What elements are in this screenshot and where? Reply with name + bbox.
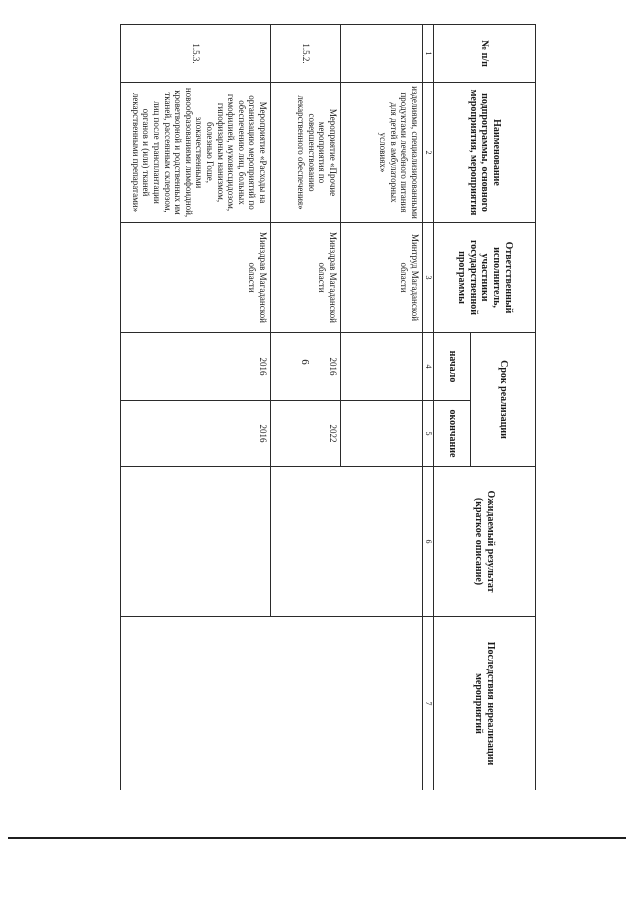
header-result: Ожидаемый результат (краткое описание) (434, 467, 536, 617)
page-number: 6 (298, 359, 311, 365)
table-row (341, 25, 423, 791)
header-end: окончание (434, 401, 471, 467)
row-num: 1.5.2. (271, 25, 341, 83)
table-container (92, 24, 536, 790)
row-end: 2022 (271, 401, 341, 467)
column-number: 3 (423, 223, 434, 333)
row-consequences (121, 617, 423, 791)
row-executor: Минздрав Магаданской области (121, 223, 271, 333)
row-num: 1.5.3. (121, 25, 271, 83)
program-measures-table (120, 24, 536, 790)
row-end: 2016 (121, 401, 271, 467)
column-number: 6 (423, 467, 434, 617)
header-num: № п/п (434, 25, 536, 83)
row-start: 2016 (271, 333, 341, 401)
row-num (341, 25, 423, 83)
column-number: 5 (423, 401, 434, 467)
row-end (341, 401, 423, 467)
header-name: Наименование подпрограммы, основного мероприятия, мероприятия (434, 83, 536, 223)
header-period: Срок реализации (471, 333, 536, 467)
header-row (471, 25, 536, 791)
column-number: 7 (423, 617, 434, 791)
row-name: Мероприятие «Расходы на организацию мероприятий по обеспечению лиц, больных гемофилией, муковисцидозом, гипофизарным нанизмом, болезнью Гоше, злокачественными новообразованиями лимфоидной, кроветворной и родственных им тканей, рассеянным склерозом, лиц после трансплантации органов и (или) тканей лекарственными препаратами» (121, 83, 271, 223)
row-name: изделиями, специализированными продуктами лечебного питания для детей в амбулаторных условиях» (341, 83, 423, 223)
row-start (341, 333, 423, 401)
row-start: 2016 (121, 333, 271, 401)
scan-edge-line (8, 837, 626, 839)
row-executor: Минтруд Магаданской области (341, 223, 423, 333)
header-consequences: Последствия нереализации мероприятий (434, 617, 536, 791)
row-name: Мероприятие «Прочие мероприятия по совершенствованию лекарственного обеспечения» (271, 83, 341, 223)
header-start: начало (434, 333, 471, 401)
header-executor: Ответственный исполнитель, участники государственной программы (434, 223, 536, 333)
column-number: 4 (423, 333, 434, 401)
column-number: 1 (423, 25, 434, 83)
column-number: 2 (423, 83, 434, 223)
column-number-row (423, 25, 434, 791)
rotated-table-frame (92, 24, 536, 790)
row-executor: Минздрав Магаданской области (271, 223, 341, 333)
row-result (121, 467, 271, 617)
row-result (271, 467, 423, 617)
